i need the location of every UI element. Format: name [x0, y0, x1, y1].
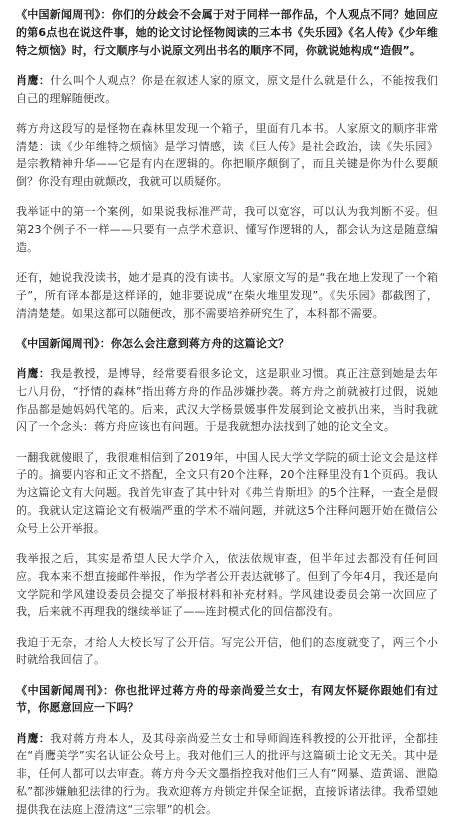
- answer-paragraph: [16, 269, 438, 322]
- speaker-label: 肖鹰：: [16, 367, 51, 381]
- answer-text: 蒋方舟这段写的是怪物在森林里发现一个箱子，里面有几本书。人家原文的顺序非常清楚：读《少年维特之烦恼》是学习情感，读《巨人传》是社会政治，读《失乐园》是宗教精神升华——它是有内在逻辑的。你把顺序颠倒了，而且关键是你为什么要颠倒？你没有理由就颠改，我就可以质疑你。: [16, 121, 438, 189]
- question-text: 你怎么会注意到蒋方舟的这篇论文？: [110, 336, 290, 350]
- answer-paragraph: [16, 72, 438, 108]
- question-text: 你们的分歧会不会属于对于同样一部作品，个人观点不同？她回应的第6点也在说这件事，她的论文讨论怪物阅读的三本书《失乐园》《名人传》《少年维特之烦恼》时，行文顺序与小说原文列出书名的顺序不同，你就说她构成“造假”。: [16, 8, 438, 57]
- question-paragraph: [16, 6, 438, 59]
- question-paragraph: [16, 682, 438, 718]
- answer-text: 什么叫个人观点？你是在叙述人家的原文，原文是什么就是什么，不能按我们自己的理解随便改。: [16, 73, 438, 105]
- answer-paragraph: [16, 120, 438, 191]
- answer-text: 我是教授，是博导，经常要看很多论文，这是职业习惯。真正注意到她是去年七八月份，“抒情的森林”指出蒋方舟的作品涉嫌抄袭。蒋方舟之前就被打过假，说她作品都是她妈妈代笔的。后来，武汉大学杨景媛事件发展到论文被扒出来，当时我就闪了一个念头：蒋方舟应该也有问题。于是我就想办法找到了她的论文全文。: [16, 367, 438, 434]
- answer-paragraph: [16, 365, 438, 436]
- question-paragraph: [16, 335, 438, 353]
- answer-paragraph: [16, 634, 438, 670]
- answer-paragraph: [16, 730, 438, 819]
- speaker-label: 肖鹰：: [16, 731, 51, 745]
- answer-paragraph: [16, 449, 438, 538]
- answer-text: 一翻我就傻眼了，我很难相信到了2019年，中国人民大学文学院的硕士论文会是这样子的。摘要内容和正文不搭配，全文只有20个注释，20个注释里没有1个页码。我认为这篇论文有大问题。我首先审查了其中针对《弗兰肯斯坦》的5个注释，一查全是假的。我就认定这篇论文有极端严重的学术不端问题，并就这5个注释问题开始在微信公众号上公开举报。: [16, 450, 438, 535]
- question-text: 你也批评过蒋方舟的母亲尚爱兰女士，有网友怀疑你跟她们有过节，你愿意回应一下吗？: [16, 683, 438, 715]
- speaker-label: 《中国新闻周刊》：: [16, 8, 112, 21]
- answer-paragraph: [16, 550, 438, 621]
- speaker-label: 《中国新闻周刊》：: [16, 336, 111, 350]
- speaker-label: 《中国新闻周刊》：: [16, 683, 115, 697]
- speaker-label: 肖鹰：: [16, 73, 51, 87]
- answer-text: 还有，她说我没读书，她才是真的没有读书。人家原文写的是“我在地上发现了一个箱子”，所有译本都是这样译的，她非要说成“在柴火堆里发现”。《失乐园》都截图了，清清楚楚。如果这都可以随便改，那不需要培养研究生了，本科都不需要。: [16, 271, 438, 320]
- answer-text: 我举报之后，其实是希望人民大学介入，依法依规审查，但半年过去都没有任何回应。我本来不想直接邮件举报，作为学者公开表达就够了。但到了今年4月，我还是向文学院和学风建设委员会提交了举报材料和补充材料。学风建设委员会第一次回应了我，后来就不再理我的继续举证了——连封模式化的回信都没有。: [16, 552, 438, 619]
- answer-text: 我举证中的第一个案例，如果说我标准严苛，我可以宽容，可以认为我判断不妥。但第23个例子不一样——只要有一点学术意识、懂写作逻辑的人，都会认为这是随意编造。: [16, 205, 438, 254]
- answer-text: 我对蒋方舟本人，及其母亲尚爱兰女士和导师阎连科教授的公开批评，全都挂在“肖鹰美学”实名认证公众号上。我对他们三人的批评与这篇硕士论文无关。其中是非，任何人都可以去审查。蒋方舟今天文墨指控我对他们三人有“网暴、造黄谣、泄隐私”都涉嫌触犯法律的行为。我欢迎蒋方舟锁定并保全证据，直接诉诸法律。我希望她提供我在法庭上澄清这“三宗罪”的机会。: [16, 731, 438, 816]
- answer-text: 我迫于无奈，才给人大校长写了公开信。写完公开信，他们的态度就变了，两三个小时就给我回信了。: [16, 635, 438, 667]
- answer-paragraph: [16, 203, 438, 256]
